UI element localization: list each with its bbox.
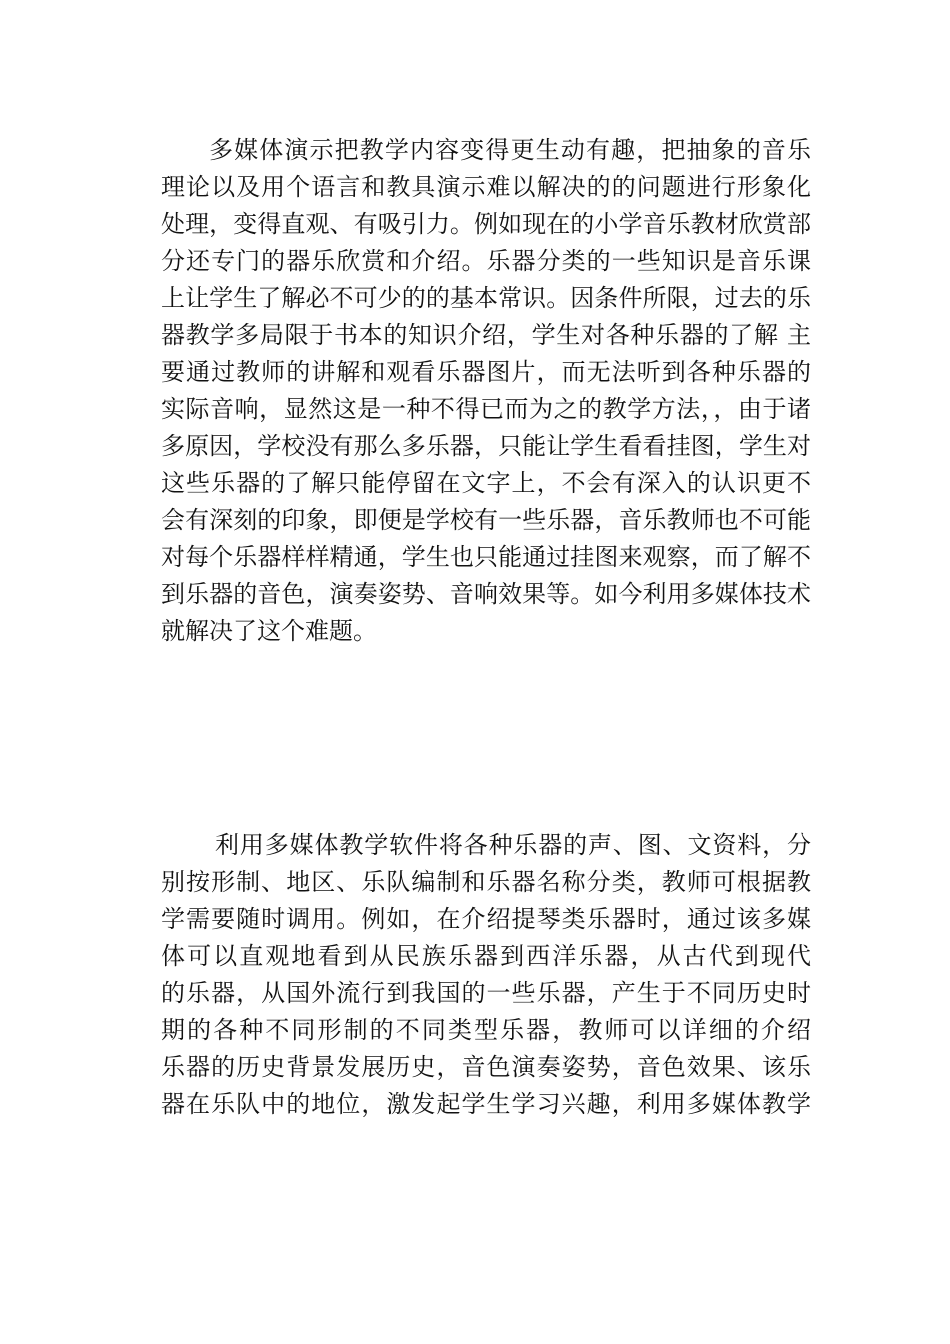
paragraph-1-line: 会有深刻的印象，即便是学校有一些乐器，音乐教师也不可能	[161, 506, 811, 534]
paragraph-2	[161, 827, 811, 1123]
paragraph-2-line: 的乐器，从国外流行到我国的一些乐器，产生于不同历史时	[161, 979, 811, 1007]
paragraph-1-line: 到乐器的音色，演奏姿势、音响效果等。如今利用多媒体技术	[161, 580, 811, 608]
paragraph-2-line: 期的各种不同形制的不同类型乐器，教师可以详细的介绍	[161, 1016, 811, 1044]
paragraph-1-line: 就解决了这个难题。	[161, 617, 377, 645]
paragraph-1-line: 要通过教师的讲解和观看乐器图片，而无法听到各种乐器的	[161, 358, 811, 386]
paragraph-2-line: 体可以直观地看到从民族乐器到西洋乐器，从古代到现代	[161, 942, 811, 970]
paragraph-1-line: 多媒体演示把教学内容变得更生动有趣，把抽象的音乐	[209, 136, 811, 164]
paragraph-2-line: 利用多媒体教学软件将各种乐器的声、图、文资料，分	[215, 831, 811, 859]
paragraph-1-line: 上让学生了解必不可少的的基本常识。因条件所限，过去的乐	[161, 284, 811, 312]
paragraph-1-line: 处理，变得直观、有吸引力。例如现在的小学音乐教材欣赏部	[161, 210, 811, 238]
paragraph-1-line: 理论以及用个语言和教具演示难以解决的的问题进行形象化	[161, 173, 811, 201]
paragraph-2-line: 乐器的历史背景发展历史，音色演奏姿势，音色效果、该乐	[161, 1053, 811, 1081]
paragraph-1-line: 实际音响，显然这是一种不得已而为之的教学方法，，由于诸	[161, 395, 811, 423]
paragraph-2-line: 器在乐队中的地位，激发起学生学习兴趣，利用多媒体教学	[161, 1090, 811, 1118]
paragraph-1-line: 多原因，学校没有那么多乐器，只能让学生看看挂图，学生对	[161, 432, 811, 460]
paragraph-2-line: 学需要随时调用。例如，在介绍提琴类乐器时，通过该多媒	[161, 905, 811, 933]
paragraph-1-line: 分还专门的器乐欣赏和介绍。乐器分类的一些知识是音乐课	[161, 247, 811, 275]
paragraph-1-line: 这些乐器的了解只能停留在文字上，不会有深入的认识更不	[161, 469, 811, 497]
paragraph-1-line: 对每个乐器样样精通，学生也只能通过挂图来观察，而了解不	[161, 543, 811, 571]
paragraph-1	[161, 132, 811, 650]
paragraph-1-line: 器教学多局限于书本的知识介绍，学生对各种乐器的了解 主	[161, 321, 811, 349]
paragraph-2-line: 别按形制、地区、乐队编制和乐器名称分类，教师可根据教	[161, 868, 811, 896]
